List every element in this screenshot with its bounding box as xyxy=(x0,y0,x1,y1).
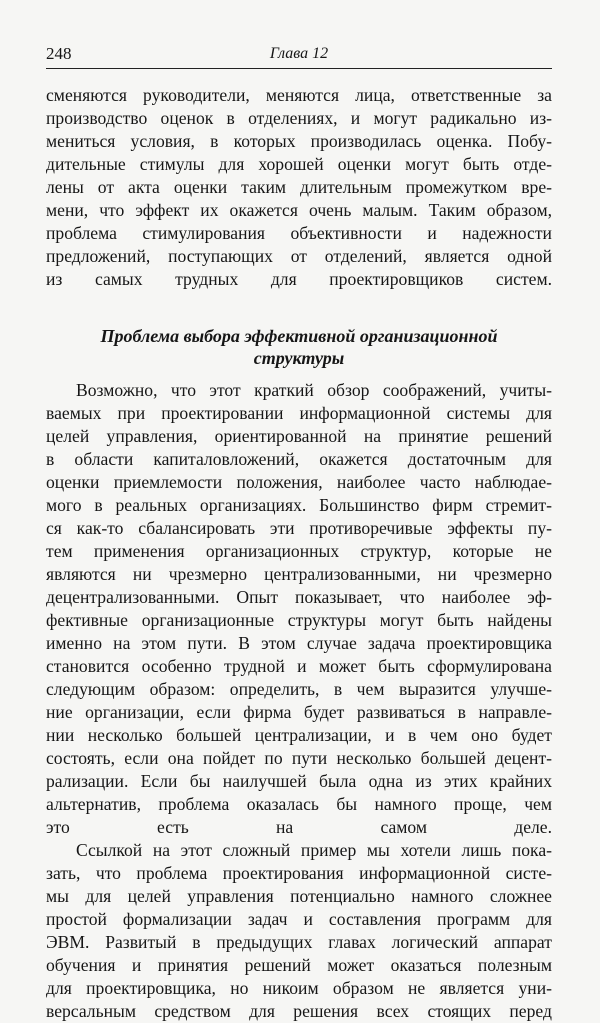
text-line: мого в реальных организациях. Большинство фирм стремит- xyxy=(46,495,552,515)
text-line: децентрализованными. Опыт показывает, что наиболее эф- xyxy=(46,587,552,607)
word: аппарат xyxy=(493,932,552,952)
text-line xyxy=(46,540,552,563)
paragraph-2 xyxy=(46,379,552,839)
text-line: сменяются руководители, меняются лица, ответственные за xyxy=(46,85,552,105)
word: перед xyxy=(509,1001,552,1021)
word: всех xyxy=(376,1001,410,1021)
text-line: простой формализации задач и составления программ для xyxy=(46,909,552,929)
text-line: ние организации, если фирма будет развиваться в направле- xyxy=(46,702,552,722)
text-line: ся как-то сбалансировать эти противоречивые эффекты пу- xyxy=(46,518,552,538)
text-line: оценки приемлемости положения, наиболее часто наблюдае- xyxy=(46,472,552,492)
word: не xyxy=(534,541,552,561)
word: объективности xyxy=(290,223,402,243)
text-line: альтернатив, проблема оказалась бы намного проще, чем xyxy=(46,794,552,814)
text-line xyxy=(46,931,552,954)
word: структур, xyxy=(360,541,432,561)
word: проблема xyxy=(46,223,117,243)
text-line: предложений, поступающих от отделений, является одной xyxy=(46,246,552,266)
word: стимулирования xyxy=(142,223,266,243)
word: стоящих xyxy=(427,1001,492,1021)
page-header xyxy=(46,44,552,69)
word: организационных xyxy=(205,541,340,561)
text-line: для проектировщика, но никоим образом не является уни- xyxy=(46,978,552,998)
text-line: являются ни чрезмерно централизованными, ни чрезмерно xyxy=(46,564,552,584)
text-line: в области капиталовложений, окажется достаточным для xyxy=(46,449,552,469)
text-line: Ссылкой на этот сложный пример мы хотели лишь пока- xyxy=(76,840,552,860)
section-heading xyxy=(46,325,552,369)
section-heading-line-1: Проблема выбора эффективной организационной xyxy=(100,326,498,346)
text-line: обучения и принятия решений может оказаться полезным xyxy=(46,955,552,975)
text-line: рализации. Если бы наилучшей была одна из этих крайних xyxy=(46,771,552,791)
word: решения xyxy=(293,1001,359,1021)
text-line: становится особенно трудной и может быть сформулирована xyxy=(46,656,552,676)
word: версальным xyxy=(46,1001,136,1021)
page-body xyxy=(46,84,552,1023)
text-line: мы для целей управления потенциально намного сложнее xyxy=(46,886,552,906)
word: тем xyxy=(46,541,73,561)
text-line: лены от акта оценки таким длительным промежутком вре- xyxy=(46,177,552,197)
text-line: следующим образом: определить, в чем выразится улучше- xyxy=(46,679,552,699)
text-line: целей управления, ориентированной на принятие решений xyxy=(46,426,552,446)
word: главах xyxy=(328,932,376,952)
word: логический xyxy=(391,932,479,952)
text-line: зать, что проблема проектирования информационной систе- xyxy=(46,863,552,883)
paragraph-1 xyxy=(46,84,552,291)
paragraph-3 xyxy=(46,839,552,1023)
running-head: Глава 12 xyxy=(269,45,329,62)
text-line: именно на этом пути. В этом случае задача проектировщика xyxy=(46,633,552,653)
text-line: мени, что эффект их окажется очень малым. Таким образом, xyxy=(46,200,552,220)
word: и xyxy=(427,223,437,243)
text-line last-line: это есть на самом деле. xyxy=(46,817,552,837)
word: которые xyxy=(452,541,514,561)
word: средством xyxy=(154,1001,231,1021)
text-line xyxy=(46,222,552,245)
text-line: мениться условия, в которых производилась оценка. Побу- xyxy=(46,131,552,151)
text-line last-line: из самых трудных для проектировщиков систем. xyxy=(46,269,552,289)
word: для xyxy=(249,1001,275,1021)
text-line: состоять, если она пойдет по пути несколько большей децент- xyxy=(46,748,552,768)
word: в xyxy=(192,932,201,952)
text-line: ваемых при проектировании информационной системы для xyxy=(46,403,552,423)
word: Развитый xyxy=(105,932,177,952)
word: применения xyxy=(93,541,185,561)
text-line: дительные стимулы для хорошей оценки могут быть отде- xyxy=(46,154,552,174)
text-line xyxy=(46,1000,552,1023)
text-line: производство оценок в отделениях, и могут радикально из- xyxy=(46,108,552,128)
word: надежности xyxy=(462,223,552,243)
text-line: фективные организационные структуры могут быть найдены xyxy=(46,610,552,630)
word: предыдущих xyxy=(216,932,313,952)
page-number: 248 xyxy=(46,44,72,63)
section-heading-line-2: структуры xyxy=(253,348,345,368)
text-line: Возможно, что этот краткий обзор соображений, учиты- xyxy=(76,380,552,400)
word: ЭВМ. xyxy=(46,932,90,952)
text-line: нии несколько большей централизации, и в чем оно будет xyxy=(46,725,552,745)
